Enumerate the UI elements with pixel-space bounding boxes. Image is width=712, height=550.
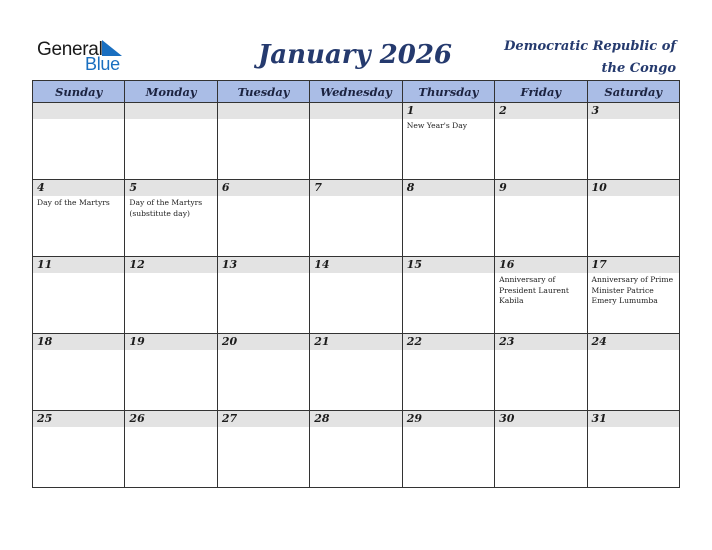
day-cell: [125, 180, 217, 257]
holiday-label: [403, 350, 494, 352]
week-row: [33, 411, 680, 488]
weekday-header: Sunday: [33, 81, 125, 103]
holiday-label: [310, 350, 401, 352]
day-cell: [495, 257, 587, 334]
day-number: 15: [403, 257, 494, 273]
day-cell: [310, 103, 402, 180]
weekday-header-row: [33, 81, 680, 103]
day-cell: [310, 180, 402, 257]
brand-word-blue: Blue: [85, 54, 120, 74]
holiday-label: [125, 427, 216, 429]
holiday-label: [310, 196, 401, 198]
country-line-1: Democratic Republic of: [504, 39, 676, 54]
day-number: [33, 103, 124, 119]
day-number: 13: [218, 257, 309, 273]
day-number: 11: [33, 257, 124, 273]
holiday-label: [33, 273, 124, 275]
holiday-label: [125, 273, 216, 275]
day-number: 9: [495, 180, 586, 196]
day-cell: [217, 334, 309, 411]
day-number: [218, 103, 309, 119]
day-cell: [217, 257, 309, 334]
holiday-label: Anniversary of President Laurent Kabila: [499, 275, 569, 305]
holiday-label: [218, 350, 309, 352]
day-number: 10: [588, 180, 679, 196]
day-number: [125, 103, 216, 119]
day-cell: [217, 103, 309, 180]
holiday-label: [495, 119, 586, 121]
day-cell: [33, 334, 125, 411]
day-number: 8: [403, 180, 494, 196]
day-number: 17: [588, 257, 679, 273]
day-cell: [587, 257, 679, 334]
holiday-label: [218, 119, 309, 121]
day-cell: [587, 411, 679, 488]
day-number: 5: [125, 180, 216, 196]
day-number: 28: [310, 411, 401, 427]
day-cell: [217, 180, 309, 257]
page-title: January 2026: [257, 40, 453, 70]
day-number: 14: [310, 257, 401, 273]
week-row: [33, 180, 680, 257]
day-cell: [587, 103, 679, 180]
day-cell: [402, 257, 494, 334]
day-number: [310, 103, 401, 119]
day-number: 7: [310, 180, 401, 196]
day-cell: [310, 411, 402, 488]
day-number: 6: [218, 180, 309, 196]
day-cell: [310, 257, 402, 334]
day-number: 29: [403, 411, 494, 427]
holiday-label: [588, 119, 679, 121]
holiday-label: [403, 427, 494, 429]
holiday-label: [218, 427, 309, 429]
holiday-label: [495, 350, 586, 352]
holiday-label: [33, 427, 124, 429]
day-cell: [125, 103, 217, 180]
day-cell: [402, 180, 494, 257]
day-cell: [217, 411, 309, 488]
weekday-header: Monday: [125, 81, 217, 103]
day-cell: [33, 257, 125, 334]
day-number: 16: [495, 257, 586, 273]
holiday-label: [33, 350, 124, 352]
holiday-label: [218, 273, 309, 275]
day-cell: [33, 180, 125, 257]
weekday-header: Thursday: [402, 81, 494, 103]
day-number: 22: [403, 334, 494, 350]
holiday-label: [310, 427, 401, 429]
day-number: 12: [125, 257, 216, 273]
day-number: 26: [125, 411, 216, 427]
holiday-label: [403, 273, 494, 275]
holiday-label: Day of the Martyrs (substitute day): [129, 198, 203, 218]
day-number: 3: [588, 103, 679, 119]
holiday-label: Day of the Martyrs: [37, 198, 110, 207]
day-cell: [495, 103, 587, 180]
day-cell: [495, 334, 587, 411]
country-name: [476, 36, 676, 80]
holiday-label: [218, 196, 309, 198]
day-cell: [587, 180, 679, 257]
day-cell: [33, 103, 125, 180]
day-cell: [402, 103, 494, 180]
day-cell: [310, 334, 402, 411]
day-number: 4: [33, 180, 124, 196]
day-cell: [125, 411, 217, 488]
holiday-label: [33, 119, 124, 121]
day-cell: [402, 411, 494, 488]
country-line-2: the Congo: [601, 61, 676, 76]
day-cell: [587, 334, 679, 411]
day-number: 19: [125, 334, 216, 350]
day-number: 20: [218, 334, 309, 350]
week-row: [33, 103, 680, 180]
day-number: 1: [403, 103, 494, 119]
calendar-grid: [32, 80, 680, 488]
holiday-label: [125, 119, 216, 121]
day-cell: [125, 257, 217, 334]
day-number: 31: [588, 411, 679, 427]
holiday-label: [310, 273, 401, 275]
day-number: 27: [218, 411, 309, 427]
holiday-label: [495, 427, 586, 429]
holiday-label: New Year's Day: [406, 121, 468, 130]
brand-logo: [37, 38, 127, 74]
weekday-header: Tuesday: [217, 81, 309, 103]
day-number: 18: [33, 334, 124, 350]
day-number: 30: [495, 411, 586, 427]
brand-word-general: General: [37, 39, 103, 60]
week-row: [33, 334, 680, 411]
weekday-header: Wednesday: [310, 81, 402, 103]
holiday-label: [403, 196, 494, 198]
holiday-label: [588, 350, 679, 352]
holiday-label: Anniversary of Prime Minister Patrice Emery Lumumba: [591, 275, 674, 305]
holiday-label: [495, 196, 586, 198]
week-row: [33, 257, 680, 334]
day-cell: [402, 334, 494, 411]
day-number: 24: [588, 334, 679, 350]
day-cell: [495, 180, 587, 257]
day-number: 25: [33, 411, 124, 427]
holiday-label: [310, 119, 401, 121]
day-cell: [33, 411, 125, 488]
day-number: 2: [495, 103, 586, 119]
day-number: 21: [310, 334, 401, 350]
day-cell: [495, 411, 587, 488]
holiday-label: [588, 196, 679, 198]
weekday-header: Saturday: [587, 81, 679, 103]
day-cell: [125, 334, 217, 411]
holiday-label: [125, 350, 216, 352]
weekday-header: Friday: [495, 81, 587, 103]
holiday-label: [588, 427, 679, 429]
day-number: 23: [495, 334, 586, 350]
